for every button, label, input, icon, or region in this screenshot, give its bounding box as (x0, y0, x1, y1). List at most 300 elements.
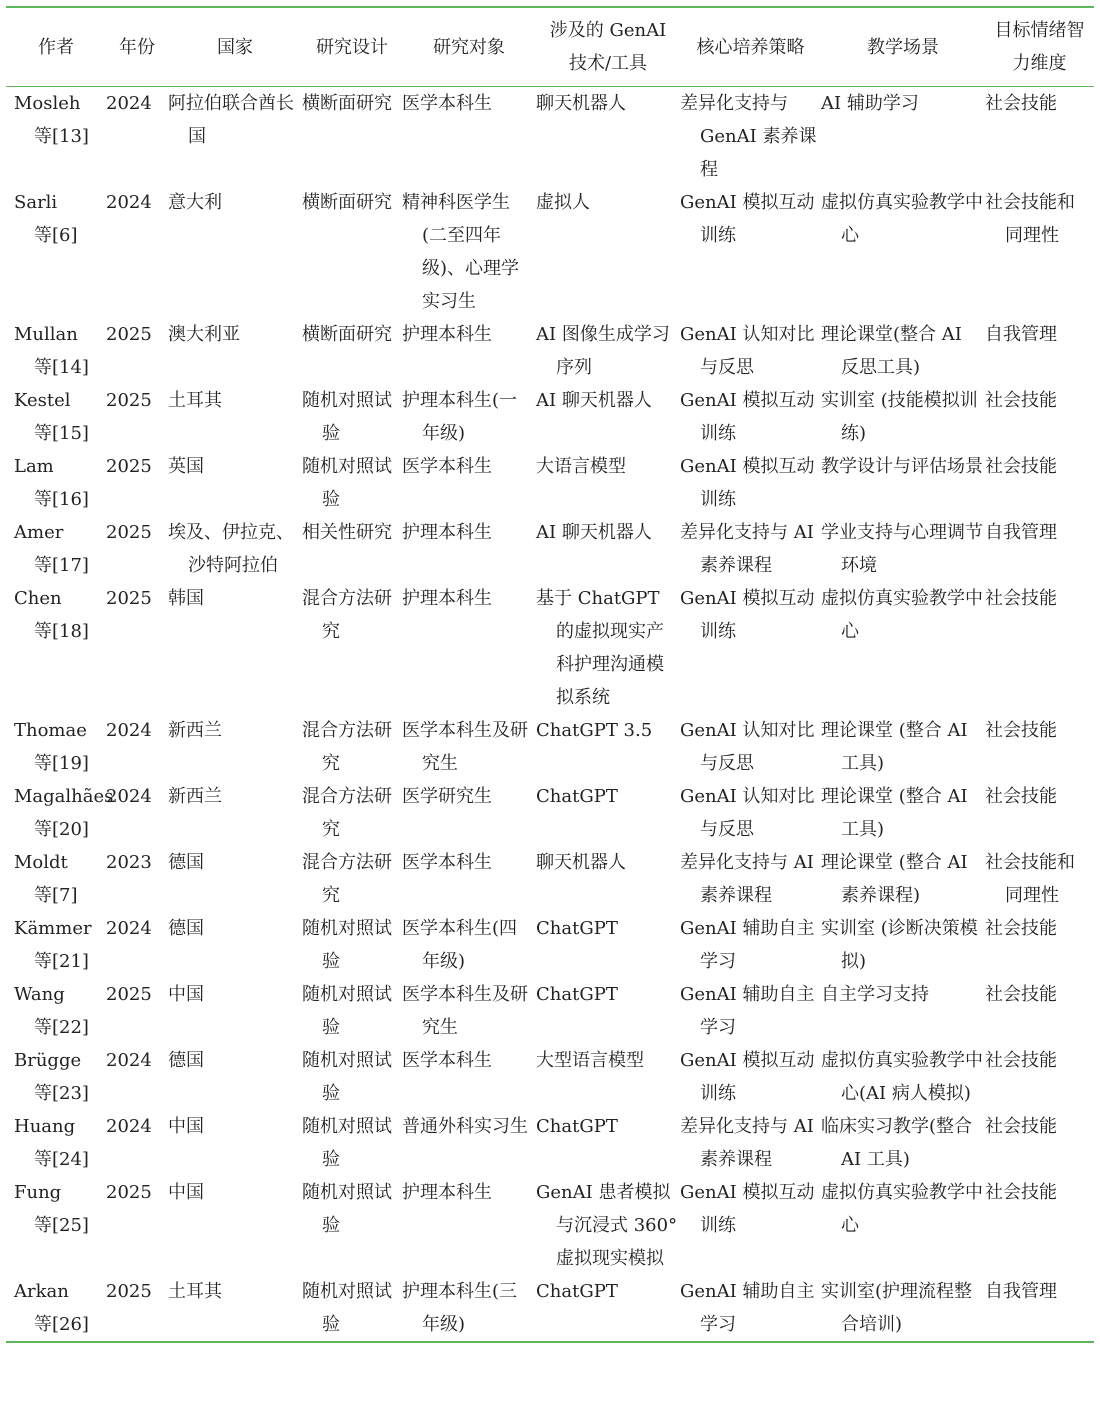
cell-country (168, 714, 302, 780)
cell-country (168, 384, 302, 450)
strategy-text: 差异化支持与 AI 素养课程 (680, 852, 814, 906)
cell-strategy (680, 1044, 821, 1110)
header-col-country: 国家 (217, 36, 253, 58)
table-row (6, 1275, 1094, 1342)
tool-text: GenAI 患者模拟与沉浸式 360° 虚拟现实模拟 (536, 1182, 678, 1269)
design-text: 随机对照试验 (302, 1182, 392, 1236)
header-col-subject: 研究对象 (433, 36, 505, 58)
cell-tool (536, 780, 680, 846)
dimension-text: 自我管理 (985, 324, 1057, 345)
subject-text: 精神科医学生(二至四年级)、心理学实习生 (402, 192, 520, 312)
tool-text: AI 聊天机器人 (536, 390, 652, 411)
cell-design (302, 846, 402, 912)
table-row (6, 87, 1094, 187)
dimension-text: 社会技能 (985, 918, 1057, 939)
cell-year (106, 780, 168, 846)
cell-subject (402, 780, 536, 846)
cell-subject (402, 318, 536, 384)
author-name: Chen (14, 588, 62, 609)
cell-design (302, 714, 402, 780)
cell-author (6, 1044, 106, 1110)
cell-subject (402, 87, 536, 187)
table-row (6, 1110, 1094, 1176)
subject-text: 医学本科生 (402, 93, 492, 114)
author-reference: 等[6] (34, 225, 78, 246)
country-text: 土耳其 (168, 1281, 222, 1302)
cell-author (6, 1176, 106, 1275)
year-text: 2024 (106, 918, 152, 939)
country-text: 新西兰 (168, 720, 222, 741)
design-text: 混合方法研究 (302, 852, 392, 906)
subject-text: 普通外科实习生 (402, 1116, 528, 1137)
author-reference: 等[24] (34, 1149, 89, 1170)
strategy-text: GenAI 辅助自主学习 (680, 984, 815, 1038)
cell-author (6, 780, 114, 846)
cell-tool (536, 846, 680, 912)
cell-dimension (985, 714, 1094, 780)
table-row (6, 780, 1094, 846)
country-text: 土耳其 (168, 390, 222, 411)
cell-strategy (680, 912, 821, 978)
header-col-dimension: 目标情绪智力维度 (994, 20, 1085, 74)
cell-year (106, 1044, 168, 1110)
cell-strategy (680, 186, 821, 318)
design-text: 横断面研究 (302, 324, 392, 345)
author-reference: 等[22] (34, 1017, 89, 1038)
cell-scene (821, 450, 985, 516)
tool-text: 基于 ChatGPT 的虚拟现实产科护理沟通模拟系统 (536, 588, 664, 708)
cell-scene (821, 186, 985, 318)
cell-country (168, 1275, 302, 1342)
strategy-text: GenAI 模拟互动训练 (680, 1182, 815, 1236)
cell-dimension (985, 516, 1094, 582)
country-text: 意大利 (168, 192, 222, 213)
scene-text: 理论课堂 (整合 AI 素养课程) (821, 852, 968, 906)
cell-country (168, 780, 302, 846)
table-row (6, 978, 1094, 1044)
year-text: 2024 (106, 720, 152, 741)
cell-tool (536, 186, 680, 318)
author-name: Kämmer (14, 918, 92, 939)
cell-tool (536, 384, 680, 450)
country-text: 阿拉伯联合酋长国 (168, 93, 294, 147)
tool-text: AI 图像生成学习序列 (536, 324, 670, 378)
tool-text: ChatGPT (536, 1281, 618, 1302)
subject-text: 医学本科生 (402, 456, 492, 477)
cell-tool (536, 450, 680, 516)
cell-author (6, 714, 106, 780)
subject-text: 护理本科生 (402, 588, 492, 609)
cell-scene (821, 1176, 985, 1275)
strategy-text: GenAI 认知对比与反思 (680, 324, 815, 378)
cell-design (302, 1176, 402, 1275)
author-reference: 等[18] (34, 621, 89, 642)
cell-author (6, 186, 106, 318)
table-row (6, 318, 1094, 384)
cell-author (6, 450, 106, 516)
scene-text: 实训室 (诊断决策模拟) (821, 918, 978, 972)
cell-author (6, 846, 106, 912)
cell-tool (536, 516, 680, 582)
cell-tool (536, 582, 680, 714)
cell-dimension (985, 87, 1094, 187)
design-text: 随机对照试验 (302, 984, 392, 1038)
cell-country (168, 186, 302, 318)
author-reference: 等[14] (34, 357, 89, 378)
cell-strategy (680, 87, 821, 187)
table-row (6, 714, 1094, 780)
tool-text: 大型语言模型 (536, 1050, 644, 1071)
cell-scene (821, 384, 985, 450)
scene-text: 实训室(护理流程整合培训) (821, 1281, 973, 1335)
cell-year (106, 1110, 168, 1176)
scene-text: 理论课堂 (整合 AI 工具) (821, 786, 968, 840)
dimension-text: 自我管理 (985, 1281, 1057, 1302)
subject-text: 护理本科生 (402, 324, 492, 345)
cell-scene (821, 912, 985, 978)
cell-strategy (680, 384, 821, 450)
dimension-text: 社会技能 (985, 93, 1057, 114)
cell-strategy (680, 516, 821, 582)
scene-text: 虚拟仿真实验教学中心(AI 病人模拟) (821, 1050, 983, 1104)
table-row (6, 384, 1094, 450)
cell-year (106, 582, 168, 714)
dimension-text: 社会技能和同理性 (985, 852, 1075, 906)
cell-scene (821, 846, 985, 912)
year-text: 2025 (106, 1182, 152, 1203)
cell-dimension (985, 912, 1094, 978)
dimension-text: 社会技能 (985, 984, 1057, 1005)
cell-year (106, 186, 168, 318)
cell-dimension (985, 978, 1094, 1044)
cell-scene (821, 1275, 985, 1342)
cell-tool (536, 1044, 680, 1110)
cell-tool (536, 1110, 680, 1176)
cell-country (168, 318, 302, 384)
tool-text: 虚拟人 (536, 192, 590, 213)
cell-year (106, 318, 168, 384)
cell-author (6, 516, 106, 582)
cell-subject (402, 582, 536, 714)
subject-text: 护理本科生(三年级) (402, 1281, 518, 1335)
strategy-text: GenAI 辅助自主学习 (680, 918, 815, 972)
dimension-text: 社会技能 (985, 1116, 1057, 1137)
cell-dimension (985, 318, 1094, 384)
country-text: 德国 (168, 852, 204, 873)
author-reference: 等[13] (34, 126, 89, 147)
author-name: Sarli (14, 192, 58, 213)
cell-dimension (985, 450, 1094, 516)
subject-text: 医学本科生及研究生 (402, 720, 528, 774)
strategy-text: GenAI 认知对比与反思 (680, 720, 815, 774)
dimension-text: 自我管理 (985, 522, 1057, 543)
cell-strategy (680, 1176, 821, 1275)
author-name: Fung (14, 1182, 62, 1203)
cell-design (302, 516, 402, 582)
cell-subject (402, 186, 536, 318)
cell-scene (821, 978, 985, 1044)
country-text: 埃及、伊拉克、沙特阿拉伯 (168, 522, 294, 576)
author-reference: 等[16] (34, 489, 89, 510)
cell-design (302, 582, 402, 714)
subject-text: 医学研究生 (402, 786, 492, 807)
cell-design (302, 1275, 402, 1342)
cell-subject (402, 1110, 536, 1176)
cell-author (6, 978, 106, 1044)
cell-design (302, 978, 402, 1044)
cell-strategy (680, 846, 821, 912)
cell-strategy (680, 978, 821, 1044)
strategy-text: 差异化支持与 AI 素养课程 (680, 522, 814, 576)
year-text: 2023 (106, 852, 152, 873)
cell-dimension (985, 1110, 1094, 1176)
tool-text: ChatGPT (536, 984, 618, 1005)
strategy-text: GenAI 模拟互动训练 (680, 1050, 815, 1104)
author-reference: 等[15] (34, 423, 89, 444)
table-row (6, 1044, 1094, 1110)
scene-text: 临床实习教学(整合 AI 工具) (821, 1116, 973, 1170)
cell-scene (821, 780, 985, 846)
strategy-text: 差异化支持与 AI 素养课程 (680, 1116, 814, 1170)
cell-author (6, 87, 106, 187)
design-text: 横断面研究 (302, 93, 392, 114)
design-text: 横断面研究 (302, 192, 392, 213)
design-text: 随机对照试验 (302, 1050, 392, 1104)
cell-year (106, 450, 168, 516)
author-name: Mosleh (14, 93, 81, 114)
author-name: Brügge (14, 1050, 82, 1071)
cell-design (302, 1044, 402, 1110)
cell-strategy (680, 1110, 821, 1176)
header-col-year: 年份 (119, 36, 155, 58)
cell-year (106, 912, 168, 978)
cell-dimension (985, 1044, 1094, 1110)
year-text: 2025 (106, 1281, 152, 1302)
author-reference: 等[25] (34, 1215, 89, 1236)
cell-scene (821, 318, 985, 384)
cell-tool (536, 1176, 680, 1275)
cell-strategy (680, 714, 821, 780)
tool-text: ChatGPT (536, 918, 618, 939)
scene-text: 虚拟仿真实验教学中心 (821, 1182, 983, 1236)
cell-design (302, 186, 402, 318)
year-text: 2024 (106, 93, 152, 114)
cell-subject (402, 450, 536, 516)
country-text: 中国 (168, 1116, 204, 1137)
table-row (6, 846, 1094, 912)
year-text: 2024 (106, 786, 152, 807)
cell-scene (821, 582, 985, 714)
year-text: 2025 (106, 984, 152, 1005)
cell-dimension (985, 846, 1094, 912)
strategy-text: GenAI 模拟互动训练 (680, 456, 815, 510)
subject-text: 护理本科生 (402, 1182, 492, 1203)
author-name: Wang (14, 984, 65, 1005)
strategy-text: GenAI 模拟互动训练 (680, 390, 815, 444)
dimension-text: 社会技能 (985, 720, 1057, 741)
year-text: 2024 (106, 1050, 152, 1071)
cell-strategy (680, 450, 821, 516)
author-name: Mullan (14, 324, 78, 345)
author-name: Huang (14, 1116, 76, 1137)
cell-tool (536, 87, 680, 187)
country-text: 中国 (168, 1182, 204, 1203)
cell-country (168, 912, 302, 978)
cell-country (168, 516, 302, 582)
table-row (6, 186, 1094, 318)
cell-country (168, 450, 302, 516)
cell-subject (402, 1176, 536, 1275)
table-row (6, 1176, 1094, 1275)
cell-subject (402, 846, 536, 912)
country-text: 德国 (168, 1050, 204, 1071)
country-text: 澳大利亚 (168, 324, 240, 345)
cell-dimension (985, 1176, 1094, 1275)
cell-author (6, 582, 106, 714)
cell-scene (821, 1110, 985, 1176)
cell-year (106, 516, 168, 582)
cell-design (302, 384, 402, 450)
cell-author (6, 318, 106, 384)
author-reference: 等[21] (34, 951, 89, 972)
scene-text: 理论课堂(整合 AI 反思工具) (821, 324, 962, 378)
year-text: 2025 (106, 588, 152, 609)
cell-country (168, 87, 302, 187)
cell-author (6, 384, 106, 450)
scene-text: 理论课堂 (整合 AI 工具) (821, 720, 968, 774)
header-col-tool: 涉及的 GenAI 技术/工具 (549, 20, 667, 74)
dimension-text: 社会技能 (985, 588, 1057, 609)
author-name: Amer (14, 522, 64, 543)
scene-text: AI 辅助学习 (821, 93, 919, 114)
dimension-text: 社会技能 (985, 456, 1057, 477)
author-name: Lam (14, 456, 54, 477)
table-row (6, 912, 1094, 978)
strategy-text: GenAI 辅助自主学习 (680, 1281, 815, 1335)
year-text: 2024 (106, 1116, 152, 1137)
design-text: 随机对照试验 (302, 918, 392, 972)
cell-tool (536, 318, 680, 384)
cell-subject (402, 912, 536, 978)
cell-dimension (985, 582, 1094, 714)
design-text: 混合方法研究 (302, 786, 392, 840)
header-col-strategy: 核心培养策略 (696, 36, 805, 58)
scene-text: 虚拟仿真实验教学中心 (821, 192, 983, 246)
studies-table (6, 6, 1094, 1343)
scene-text: 学业支持与心理调节环境 (821, 522, 983, 576)
author-name: Thomae (14, 720, 87, 741)
table-row (6, 582, 1094, 714)
strategy-text: 差异化支持与 GenAI 素养课程 (680, 93, 817, 180)
header-col-scene: 教学场景 (867, 36, 939, 58)
design-text: 混合方法研究 (302, 720, 392, 774)
design-text: 随机对照试验 (302, 390, 392, 444)
design-text: 随机对照试验 (302, 1116, 392, 1170)
tool-text: ChatGPT 3.5 (536, 720, 653, 741)
design-text: 随机对照试验 (302, 456, 392, 510)
cell-year (106, 846, 168, 912)
tool-text: AI 聊天机器人 (536, 522, 652, 543)
cell-dimension (985, 780, 1094, 846)
cell-country (168, 846, 302, 912)
cell-design (302, 87, 402, 187)
cell-country (168, 978, 302, 1044)
country-text: 新西兰 (168, 786, 222, 807)
subject-text: 医学本科生(四年级) (402, 918, 518, 972)
cell-country (168, 1044, 302, 1110)
author-reference: 等[17] (34, 555, 89, 576)
cell-author (6, 912, 106, 978)
strategy-text: GenAI 模拟互动训练 (680, 588, 815, 642)
cell-dimension (985, 1275, 1094, 1342)
cell-year (106, 384, 168, 450)
scene-text: 实训室 (技能模拟训练) (821, 390, 978, 444)
dimension-text: 社会技能 (985, 1050, 1057, 1071)
cell-year (106, 87, 168, 187)
cell-strategy (680, 1275, 821, 1342)
scene-text: 教学设计与评估场景 (821, 456, 983, 477)
design-text: 随机对照试验 (302, 1281, 392, 1335)
cell-design (302, 780, 402, 846)
tool-text: 聊天机器人 (536, 93, 626, 114)
cell-subject (402, 384, 536, 450)
subject-text: 护理本科生 (402, 522, 492, 543)
cell-tool (536, 978, 680, 1044)
author-reference: 等[19] (34, 753, 89, 774)
year-text: 2025 (106, 522, 152, 543)
author-name: Kestel (14, 390, 71, 411)
author-name: Moldt (14, 852, 68, 873)
dimension-text: 社会技能 (985, 1182, 1057, 1203)
country-text: 德国 (168, 918, 204, 939)
header-col-design: 研究设计 (316, 36, 388, 58)
tool-text: 聊天机器人 (536, 852, 626, 873)
subject-text: 医学本科生 (402, 1050, 492, 1071)
header-row (6, 7, 1094, 87)
subject-text: 医学本科生及研究生 (402, 984, 528, 1038)
tool-text: ChatGPT (536, 786, 618, 807)
country-text: 英国 (168, 456, 204, 477)
cell-dimension (985, 384, 1094, 450)
cell-year (106, 978, 168, 1044)
cell-author (6, 1275, 106, 1342)
year-text: 2025 (106, 390, 152, 411)
tool-text: ChatGPT (536, 1116, 618, 1137)
cell-strategy (680, 780, 821, 846)
cell-design (302, 1110, 402, 1176)
dimension-text: 社会技能 (985, 390, 1057, 411)
cell-design (302, 912, 402, 978)
cell-subject (402, 978, 536, 1044)
cell-scene (821, 1044, 985, 1110)
scene-text: 虚拟仿真实验教学中心 (821, 588, 983, 642)
cell-author (6, 1110, 106, 1176)
cell-design (302, 450, 402, 516)
table-row (6, 450, 1094, 516)
cell-subject (402, 516, 536, 582)
header-col-author: 作者 (38, 36, 74, 58)
subject-text: 护理本科生(一年级) (402, 390, 518, 444)
cell-subject (402, 1275, 536, 1342)
author-reference: 等[23] (34, 1083, 89, 1104)
author-name: Magalhães (14, 786, 114, 807)
table-row (6, 516, 1094, 582)
cell-year (106, 1275, 168, 1342)
strategy-text: GenAI 模拟互动训练 (680, 192, 815, 246)
cell-subject (402, 714, 536, 780)
design-text: 混合方法研究 (302, 588, 392, 642)
cell-dimension (985, 186, 1094, 318)
